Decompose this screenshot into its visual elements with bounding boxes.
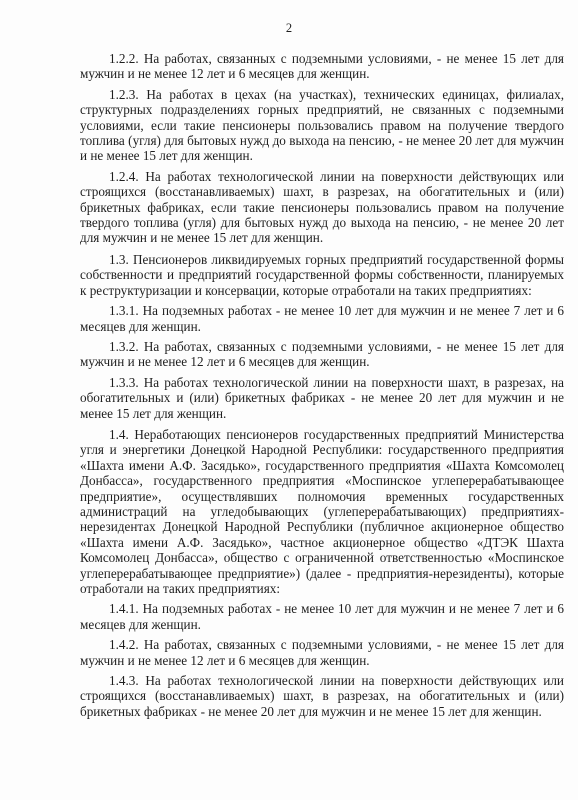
paragraph-1-4-1: 1.4.1. На подземных работах - не менее 10 лет для мужчин и не менее 7 лет и 6 месяцев для женщин. — [80, 601, 564, 632]
paragraph-1-4-2: 1.4.2. На работах, связанных с подземными условиями, - не менее 15 лет для мужчин и не менее 12 лет и 6 месяцев для женщин. — [80, 637, 564, 668]
page-number: 2 — [285, 21, 293, 35]
paragraph-1-3: 1.3. Пенсионеров ликвидируемых горных предприятий государственной формы собственности и предприятий государственной формы собственности, планируемых к реструктуризации и консервации, которые отработали на таких предприятиях: — [80, 251, 564, 298]
paragraph-1-4-3: 1.4.3. На работах технологической линии на поверхности действующих или строящихся (восстанавливаемых) шахт, в разрезах, на обогатительных и (или) брикетных фабриках - не менее 20 лет для мужчин и не менее 15 лет для женщин. — [80, 673, 564, 719]
paragraph-1-3-3: 1.3.3. На работах технологической линии на поверхности шахт, в разрезах, на обогатительных и (или) брикетных фабриках - не менее 20 лет для мужчин и не менее 15 лет для женщин. — [80, 374, 564, 421]
paragraph-1-2-3: 1.2.3. На работах в цехах (на участках), технических единицах, филиалах, структурных подразделениях горных предприятий, не связанных с подземными условиями, если такие пенсионеры пользовались правом на получение твердого топлива (угля) для бытовых нужд до выхода на пенсию, - не менее 20 лет для мужчин и не менее 15 лет для женщин. — [80, 86, 564, 164]
paragraph-1-3-1: 1.3.1. На подземных работах - не менее 10 лет для мужчин и не менее 7 лет и 6 месяцев для женщин. — [80, 303, 564, 334]
paragraph-1-2-4: 1.2.4. На работах технологической линии на поверхности действующих или строящихся (восстанавливаемых) шахт, в разрезах, на обогатительных и (или) брикетных фабриках, если такие пенсионеры пользовались правом на получение твердого топлива (угля) для бытовых нужд до выхода на пенсию, - не менее 20 лет для мужчин и не менее 15 лет для женщин. — [80, 168, 564, 246]
paragraph-1-2-2: 1.2.2. На работах, связанных с подземными условиями, - не менее 15 лет для мужчин и не менее 12 лет и 6 месяцев для женщин. — [80, 51, 564, 82]
paragraph-1-3-2: 1.3.2. На работах, связанных с подземными условиями, - не менее 15 лет для мужчин и не менее 12 лет и 6 месяцев для женщин. — [80, 338, 564, 370]
document-body — [80, 51, 564, 724]
paragraph-1-4: 1.4. Неработающих пенсионеров государственных предприятий Министерства угля и энергетики Донецкой Народной Республики: государственного предприятия «Шахта имени А.Ф. Засядько», государственного предприятия «Шахта Комсомолец Донбасса», государственного предприятия «Моспинское углеперерабатывающее предприятие», осуществлявших полномочия временных государственных администраций на угледобывающих (углеперерабатывающих) предприятиях-нерезидентах Донецкой Народной Республики (публичное акционерное общество «Шахта имени А.Ф. Засядько», частное акционерное общество «ДТЭК Шахта Комсомолец Донбасса», общество с ограниченной ответственностью «Моспинское углеперерабатывающее предприятие») (далее - предприятия-нерезиденты), которые отработали на таких предприятиях: — [80, 426, 564, 596]
